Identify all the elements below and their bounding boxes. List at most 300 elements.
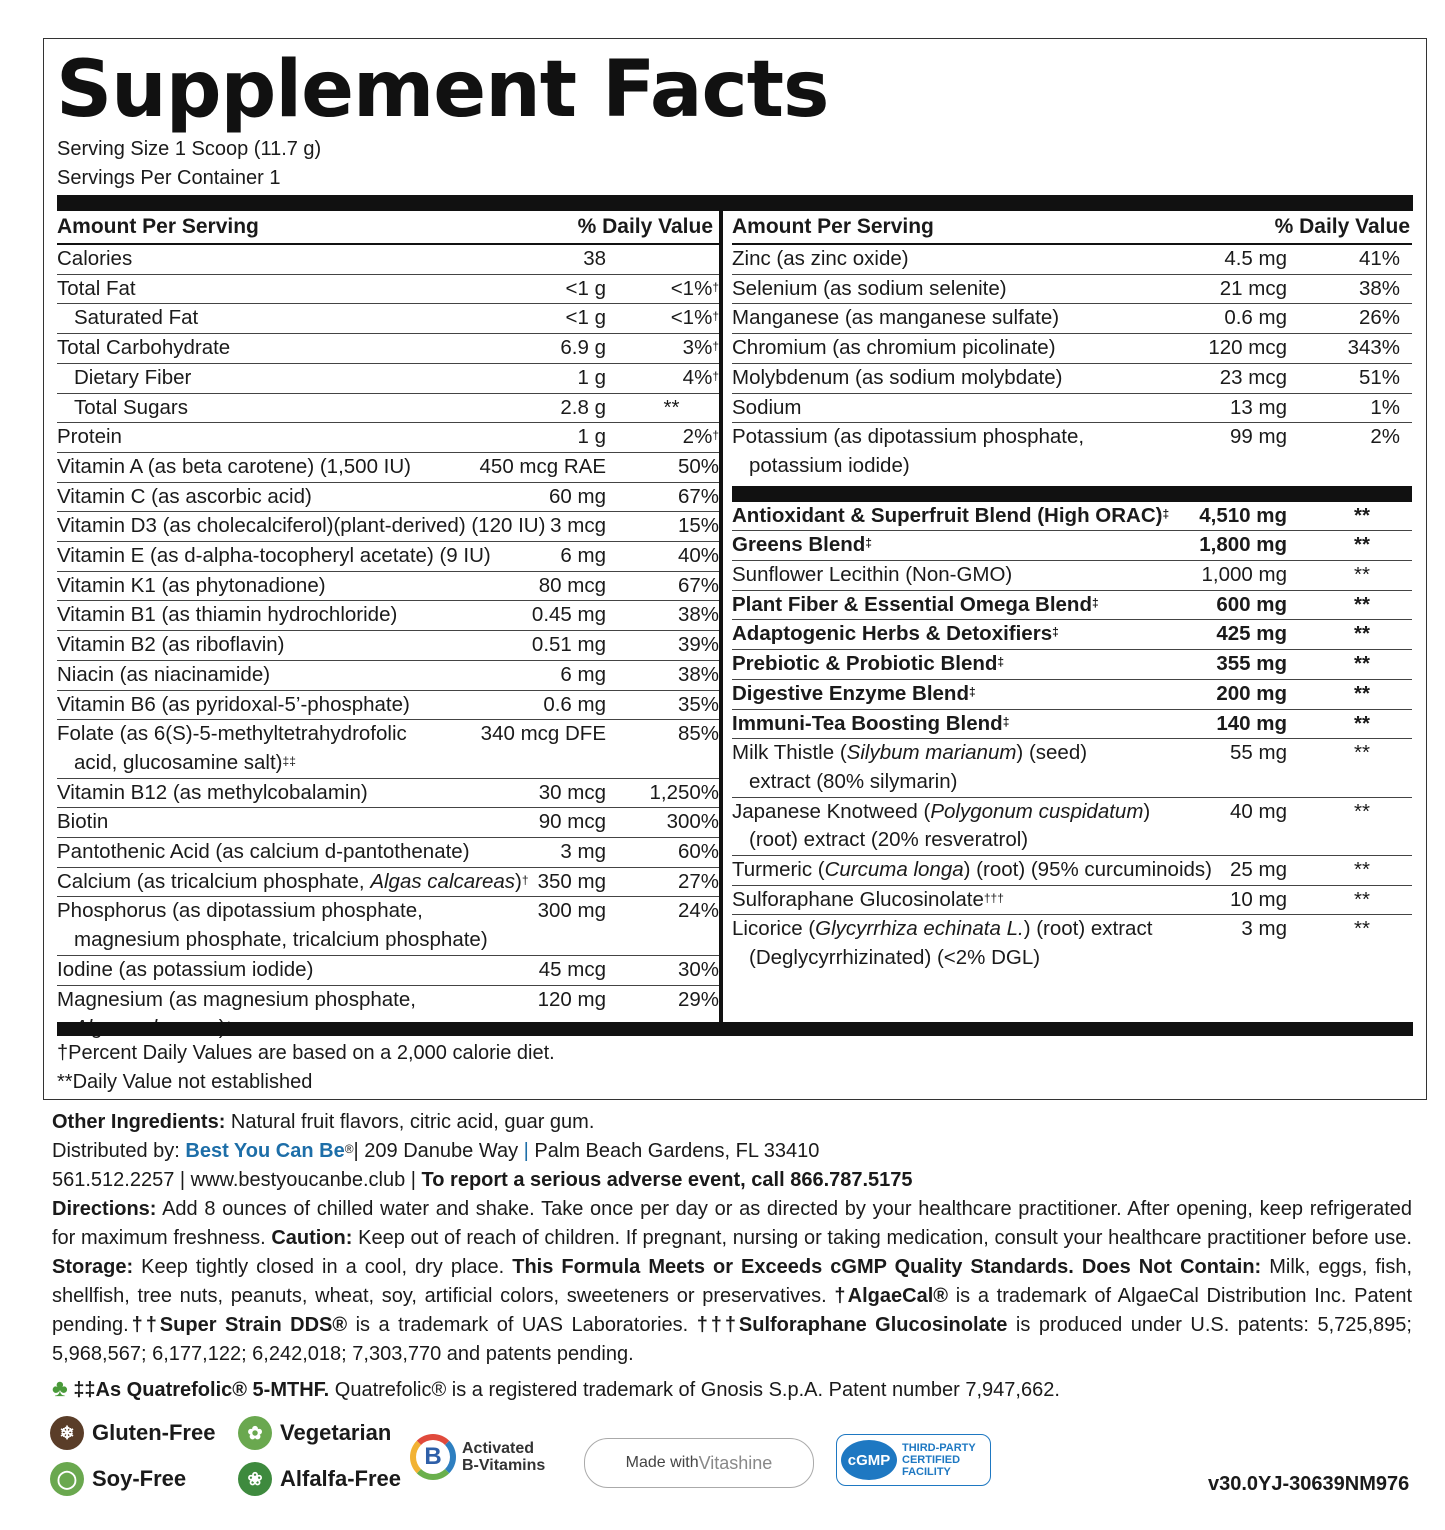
dv-text: 4% [682, 365, 713, 389]
other-ingredients [52, 1108, 1412, 1137]
name-text: Turmeric ( [732, 858, 825, 882]
right-rows [732, 245, 1412, 481]
blend-thick-bar [732, 486, 1412, 502]
daily-value [624, 453, 719, 482]
continuation-text: (root) extract (20% resveratrol) [749, 828, 1029, 852]
nutrient-name [57, 631, 719, 660]
name-text: Vitamin B12 (as methylcobalamin) [57, 780, 368, 804]
quatrefolic-text: Quatrefolic® is a registered trademark of Gnosis S.p.A. Patent number 7,947,662. [329, 1379, 1060, 1401]
left-row [57, 956, 719, 986]
badge-vegetarian [238, 1416, 391, 1450]
dv-text: 3% [682, 336, 713, 360]
daily-value [1324, 915, 1400, 944]
dv-text: 27% [677, 869, 719, 893]
nutrient-name [732, 334, 1412, 363]
nutrient-name [732, 394, 1412, 423]
nutrient-name [732, 275, 1412, 304]
amount: 425 mg [1216, 622, 1287, 646]
name-text: Potassium (as dipotassium phosphate, [732, 425, 1085, 449]
daily-value [624, 631, 719, 660]
name-text: Phosphorus (as dipotassium phosphate, [57, 899, 423, 923]
daily-value [1324, 591, 1400, 620]
dv-text: ** [1354, 563, 1370, 587]
nutrient-name [732, 423, 1412, 480]
dv-text: 15% [677, 514, 719, 538]
distributed-by-label: Distributed by: [52, 1140, 186, 1162]
daily-value [624, 364, 719, 393]
name-end: ) [515, 869, 522, 893]
name-continuation [732, 768, 1412, 797]
brand-mark: ® [344, 1142, 354, 1156]
right-row [732, 245, 1412, 275]
dv-text: ** [1354, 858, 1370, 882]
right-row [732, 394, 1412, 424]
bottom-thick-bar [57, 1022, 1413, 1036]
daily-value [1324, 275, 1400, 304]
dv-text: 85% [677, 722, 719, 746]
amount: 99 mg [1230, 425, 1287, 449]
daily-value [1324, 502, 1400, 531]
dv-text: 67% [677, 573, 719, 597]
nutrient-name [57, 394, 719, 423]
dv-text: 39% [677, 633, 719, 657]
name-footnote-mark: ‡ [997, 655, 1005, 670]
nutrient-name [57, 956, 719, 985]
name-text: Chromium (as chromium picolinate) [732, 336, 1056, 360]
nutrient-name [732, 620, 1412, 649]
caution-text: Keep out of reach of children. If pregnant, nursing or taking medication, consult your healthcare practitioner before use. [352, 1227, 1412, 1249]
badge-cgmp [836, 1434, 991, 1486]
name-italic: Polygonum cuspidatum [930, 799, 1144, 823]
amount: 23 mcg [1219, 365, 1287, 389]
amount: 40 mg [1230, 799, 1287, 823]
name-continuation [732, 944, 1412, 973]
nutrient-name [732, 304, 1412, 333]
badge-soy-free [50, 1462, 186, 1496]
right-column [732, 211, 1412, 973]
left-header-amount: Amount Per Serving [57, 215, 259, 238]
dv-text: 29% [677, 987, 719, 1011]
amount: <1 g [565, 276, 606, 300]
badge-alfalfa-free [238, 1462, 401, 1496]
blend-row [732, 620, 1412, 650]
nutrient-name [732, 680, 1412, 709]
name-text: Biotin [57, 810, 109, 834]
nutrient-name [57, 661, 719, 690]
nutrient-name [57, 483, 719, 512]
nutrient-name [732, 798, 1412, 855]
name-continuation [732, 826, 1412, 855]
name-text: Magnesium (as magnesium phosphate, [57, 987, 416, 1011]
dv-text: 67% [677, 484, 719, 508]
nutrient-name [732, 245, 1412, 274]
address: | 209 Danube Way [353, 1140, 519, 1162]
dv-text: 38% [677, 603, 719, 627]
left-column [57, 211, 719, 1043]
daily-value [1324, 531, 1400, 560]
directions-paragraph [52, 1195, 1412, 1369]
name-footnote-mark: ‡ [865, 536, 872, 551]
left-row [57, 838, 719, 868]
city: Palm Beach Gardens, FL 33410 [534, 1140, 820, 1162]
daily-value [1324, 886, 1400, 915]
right-row [732, 275, 1412, 305]
daily-value [1324, 334, 1400, 363]
nutrient-name [732, 531, 1412, 560]
dv-text: 40% [677, 544, 719, 568]
name-text: Vitamin C (as ascorbic acid) [57, 484, 312, 508]
left-row [57, 779, 719, 809]
dv-text: <1% [670, 276, 713, 300]
nutrient-name [57, 245, 719, 274]
name-text: Prebiotic & Probiotic Blend [732, 652, 998, 676]
dv-text: 26% [1358, 306, 1400, 330]
badge-b-vitamins [410, 1434, 545, 1480]
amount: 300 mg [537, 899, 606, 923]
version-code: v30.0YJ-30639NM976 [1208, 1473, 1410, 1495]
nutrient-name [57, 364, 719, 393]
daily-value [1324, 856, 1400, 885]
daily-value [624, 986, 719, 1015]
name-text: Total Sugars [74, 395, 188, 419]
nutrient-name [57, 542, 719, 571]
servings-per-container: Servings Per Container 1 [57, 167, 281, 189]
amount: 80 mcg [538, 573, 606, 597]
cgmp-statement: This Formula Meets or Exceeds cGMP Quality Standards. Does Not Contain: [512, 1256, 1262, 1278]
dv-text: 51% [1358, 365, 1400, 389]
vitashine-made-with: Made with [625, 1454, 699, 1471]
daily-value [1324, 364, 1400, 393]
daily-value [624, 483, 719, 512]
contact-line [52, 1166, 1412, 1195]
name-text: Pantothenic Acid (as calcium d-pantothenate) [57, 840, 470, 864]
name-text: Vitamin B6 (as pyridoxal-5’-phosphate) [57, 692, 410, 716]
name-text: Selenium (as sodium selenite) [732, 276, 1007, 300]
continuation-text: acid, glucosamine salt) [74, 750, 283, 774]
blend-row [732, 739, 1412, 797]
nutrient-name [57, 334, 719, 363]
name-text: Sodium [732, 395, 802, 419]
dv-text: ** [1354, 681, 1370, 705]
dv-text: 60% [677, 840, 719, 864]
left-row [57, 691, 719, 721]
nutrient-name [732, 915, 1412, 972]
right-row [732, 304, 1412, 334]
amount: 60 mg [549, 484, 606, 508]
daily-value [1324, 739, 1400, 768]
nutrient-name [57, 868, 719, 897]
amount: 30 mcg [538, 780, 606, 804]
footnote-not-established: **Daily Value not established [57, 1071, 313, 1093]
amount: 4,510 mg [1199, 503, 1287, 527]
blend-row [732, 915, 1412, 972]
badge-gluten-free [50, 1416, 215, 1450]
amount: 90 mcg [538, 810, 606, 834]
name-text: Vitamin B2 (as riboflavin) [57, 633, 285, 657]
daily-value [624, 275, 719, 304]
wheat-icon: ❄ [50, 1416, 84, 1450]
blend-rows [732, 502, 1412, 973]
badge-gluten-label: Gluten-Free [92, 1420, 216, 1445]
name-footnote-mark: ‡ [1162, 506, 1170, 521]
name-text: Sunflower Lecithin (Non-GMO) [732, 563, 1013, 587]
dv-text: ** [663, 395, 680, 419]
badge-soy-label: Soy-Free [92, 1466, 187, 1491]
dv-text: 50% [677, 454, 719, 478]
continuation-footnote-mark: ‡‡ [282, 753, 296, 768]
name-end: ) [1143, 799, 1151, 823]
dv-text: 35% [677, 692, 719, 716]
left-row [57, 720, 719, 778]
amount: 55 mg [1230, 741, 1287, 765]
leaf-icon: ✿ [238, 1416, 272, 1450]
name-italic: Glycyrrhiza echinata L. [815, 917, 1024, 941]
directions-label: Directions: [52, 1198, 157, 1220]
name-text: Vitamin B1 (as thiamin hydrochloride) [57, 603, 398, 627]
nutrient-name [57, 808, 719, 837]
trademark-sulforaphane-text: is produced under U.S. patents: 5,725,895; 5,968,567; 6,177,122; 6,242,018; 7,303,770 and patents pending. [52, 1314, 1412, 1365]
nutrient-name [732, 710, 1412, 739]
trademark-sulforaphane: †††Sulforaphane Glucosinolate [696, 1314, 1008, 1336]
name-text: Total Fat [57, 276, 136, 300]
daily-value [624, 601, 719, 630]
name-text: Niacin (as niacinamide) [57, 662, 271, 686]
dv-footnote-mark: † [712, 339, 719, 354]
dv-text: 343% [1347, 336, 1400, 360]
panel-title: Supplement Facts [56, 45, 829, 135]
cgmp-text: THIRD-PARTY CERTIFIED FACILITY [902, 1442, 976, 1478]
clover-icon: ♣ [52, 1375, 68, 1402]
daily-value [624, 661, 719, 690]
name-continuation [57, 749, 719, 778]
name-text: Zinc (as zinc oxide) [732, 247, 909, 270]
name-text: Adaptogenic Herbs & Detoxifiers [732, 622, 1053, 646]
nutrient-name [57, 601, 719, 630]
amount: 3 mg [1241, 917, 1287, 941]
name-text: Calcium (as tricalcium phosphate, [57, 869, 371, 893]
blend-row [732, 591, 1412, 621]
nutrient-name [732, 856, 1412, 885]
name-italic: Algas calcareas [370, 869, 516, 893]
right-row [732, 364, 1412, 394]
daily-value [624, 334, 719, 363]
dv-text: ** [1354, 592, 1370, 616]
trademark-algaecal: †AlgaeCal® [834, 1285, 948, 1307]
left-row [57, 334, 719, 364]
amount: 6 mg [560, 662, 606, 686]
name-text: Vitamin K1 (as phytonadione) [57, 573, 326, 597]
daily-value [1324, 620, 1400, 649]
badge-vitashine [584, 1438, 814, 1488]
amount: 0.6 mg [543, 692, 606, 716]
distributor-line [52, 1137, 1412, 1166]
left-row [57, 542, 719, 572]
left-header [57, 211, 719, 245]
name-text: Digestive Enzyme Blend [732, 681, 969, 705]
nutrient-name [57, 838, 719, 867]
name-end: ) (seed) [1016, 741, 1088, 765]
other-ingredients-text: Natural fruit flavors, citric acid, guar gum. [225, 1111, 595, 1133]
amount: 4.5 mg [1224, 247, 1287, 270]
name-continuation [57, 926, 719, 955]
amount: 2.8 g [560, 395, 606, 419]
continuation-text: magnesium phosphate, tricalcium phosphate) [74, 928, 488, 952]
left-rows [57, 245, 719, 1043]
contact-info: 561.512.2257 | www.bestyoucanbe.club | [52, 1169, 422, 1191]
nutrient-name [732, 364, 1412, 393]
amount: 45 mcg [538, 957, 606, 981]
nutrient-name [57, 691, 719, 720]
name-italic: Silybum marianum [846, 741, 1017, 765]
left-row [57, 661, 719, 691]
name-text: Antioxidant & Superfruit Blend (High ORAC) [732, 503, 1163, 527]
dv-text: ** [1354, 652, 1370, 676]
nutrient-name [57, 275, 719, 304]
amount: 140 mg [1216, 711, 1287, 735]
top-thick-bar [57, 195, 1413, 211]
brand-name: Best You Can Be [185, 1140, 345, 1162]
nutrient-name [732, 650, 1412, 679]
amount: 120 mg [537, 987, 606, 1011]
trademark-algaecal-text: is a trademark of AlgaeCal Distribution Inc. Patent pending. [52, 1285, 1413, 1336]
daily-value [624, 779, 719, 808]
name-italic: Curcuma longa [824, 858, 964, 882]
name-footnote-mark: ††† [983, 890, 1004, 905]
dv-text: 30% [677, 957, 719, 981]
dv-text: 2% [682, 425, 713, 449]
name-text: Saturated Fat [74, 306, 199, 330]
daily-value [624, 512, 719, 541]
dv-text: 2% [1370, 425, 1400, 449]
quatrefolic-line [52, 1374, 1412, 1405]
daily-value [1324, 423, 1400, 452]
left-header-dv: % Daily Value [577, 215, 713, 238]
name-text: Total Carbohydrate [57, 336, 231, 360]
daily-value [624, 394, 719, 423]
amount: 355 mg [1216, 652, 1287, 676]
name-footnote-mark: ‡ [1052, 625, 1059, 640]
dv-text: 1,250% [649, 780, 719, 804]
name-text: Vitamin D3 (as cholecalciferol)(plant-derived) (120 IU) [57, 514, 546, 538]
dv-text: ** [1354, 887, 1370, 911]
left-row [57, 453, 719, 483]
dv-footnote-mark: † [712, 368, 719, 383]
amount: 0.45 mg [531, 603, 606, 627]
name-text: Manganese (as manganese sulfate) [732, 306, 1060, 330]
dv-text: ** [1354, 799, 1370, 823]
vitashine-logo: Vitashine [698, 1452, 773, 1473]
amount: 340 mcg DFE [480, 722, 606, 746]
contain-text: Milk, eggs, fish, shellfish, tree nuts, peanuts, wheat, soy, artificial colors, sweeteners or preservatives. [52, 1256, 1412, 1307]
left-row [57, 275, 719, 305]
amount: 3 mcg [550, 514, 606, 538]
directions-text: Add 8 ounces of chilled water and shake. Take once per day or as directed by your healthcare practitioner. After opening, keep refrigerated for maximum freshness. [52, 1198, 1412, 1249]
nutrient-name [57, 897, 719, 954]
daily-value [624, 542, 719, 571]
name-text: Sulforaphane Glucosinolate [732, 887, 984, 911]
daily-value [1324, 710, 1400, 739]
right-header-amount: Amount Per Serving [732, 215, 934, 238]
left-row [57, 512, 719, 542]
daily-value [624, 868, 719, 897]
amount: 350 mg [537, 869, 606, 893]
daily-value [624, 808, 719, 837]
left-row [57, 423, 719, 453]
nutrient-name [57, 512, 719, 541]
amount: 3 mg [560, 840, 606, 864]
dv-text: 38% [677, 662, 719, 686]
name-text: Japanese Knotweed ( [732, 799, 931, 823]
blend-row [732, 856, 1412, 886]
daily-value [624, 572, 719, 601]
left-row [57, 483, 719, 513]
nutrient-name [57, 720, 719, 777]
name-footnote-mark: ‡ [1002, 714, 1010, 729]
name-end: ) (root) extract [1023, 917, 1153, 941]
name-text: Immuni-Tea Boosting Blend [732, 711, 1003, 735]
storage-label: Storage: [52, 1256, 134, 1278]
daily-value [1324, 798, 1400, 827]
name-text: Folate (as 6(S)-5-methyltetrahydrofolic [57, 722, 407, 746]
dv-text: 38% [1358, 276, 1400, 300]
daily-value [1324, 561, 1400, 590]
amount: 6 mg [560, 544, 606, 568]
daily-value [1324, 304, 1400, 333]
left-row [57, 868, 719, 898]
nutrient-name [57, 779, 719, 808]
name-footnote-mark: ‡ [1091, 595, 1099, 610]
name-text: Plant Fiber & Essential Omega Blend [732, 592, 1092, 616]
name-footnote-mark: † [521, 872, 529, 887]
dv-footnote-mark: † [712, 279, 719, 294]
dv-text: 24% [677, 899, 719, 923]
amount: 0.51 mg [531, 633, 606, 657]
name-footnote-mark: ‡ [968, 684, 976, 699]
supplement-facts-panel [43, 38, 1427, 1100]
daily-value [1324, 394, 1400, 423]
blend-row [732, 680, 1412, 710]
right-row [732, 423, 1412, 480]
nutrient-name [732, 739, 1412, 796]
column-divider [719, 211, 723, 1022]
cgmp-seal-icon: cGMP [841, 1440, 897, 1480]
left-row [57, 304, 719, 334]
left-row [57, 808, 719, 838]
dv-text: 1% [1370, 395, 1400, 419]
right-row [732, 334, 1412, 364]
blend-row [732, 798, 1412, 856]
amount: 1 g [577, 365, 606, 389]
name-text: Molybdenum (as sodium molybdate) [732, 365, 1063, 389]
dv-text: 41% [1358, 247, 1400, 270]
nutrient-name [57, 572, 719, 601]
daily-value [624, 304, 719, 333]
name-text: Licorice ( [732, 917, 816, 941]
amount: 38 [583, 247, 606, 270]
name-end: ) (root) (95% curcuminoids) [963, 858, 1212, 882]
blend-row [732, 531, 1412, 561]
nutrient-name [732, 561, 1412, 590]
name-text: Vitamin A (as beta carotene) (1,500 IU) [57, 454, 412, 478]
nutrient-name [57, 304, 719, 333]
storage-text: Keep tightly closed in a cool, dry place. [133, 1256, 513, 1278]
left-row [57, 364, 719, 394]
daily-value [1324, 245, 1400, 274]
name-text: Calories [57, 247, 133, 270]
name-text: Vitamin E (as d-alpha-tocopheryl acetate) (9 IU) [57, 544, 491, 568]
amount: 1 g [577, 425, 606, 449]
amount: 1,000 mg [1201, 563, 1287, 587]
